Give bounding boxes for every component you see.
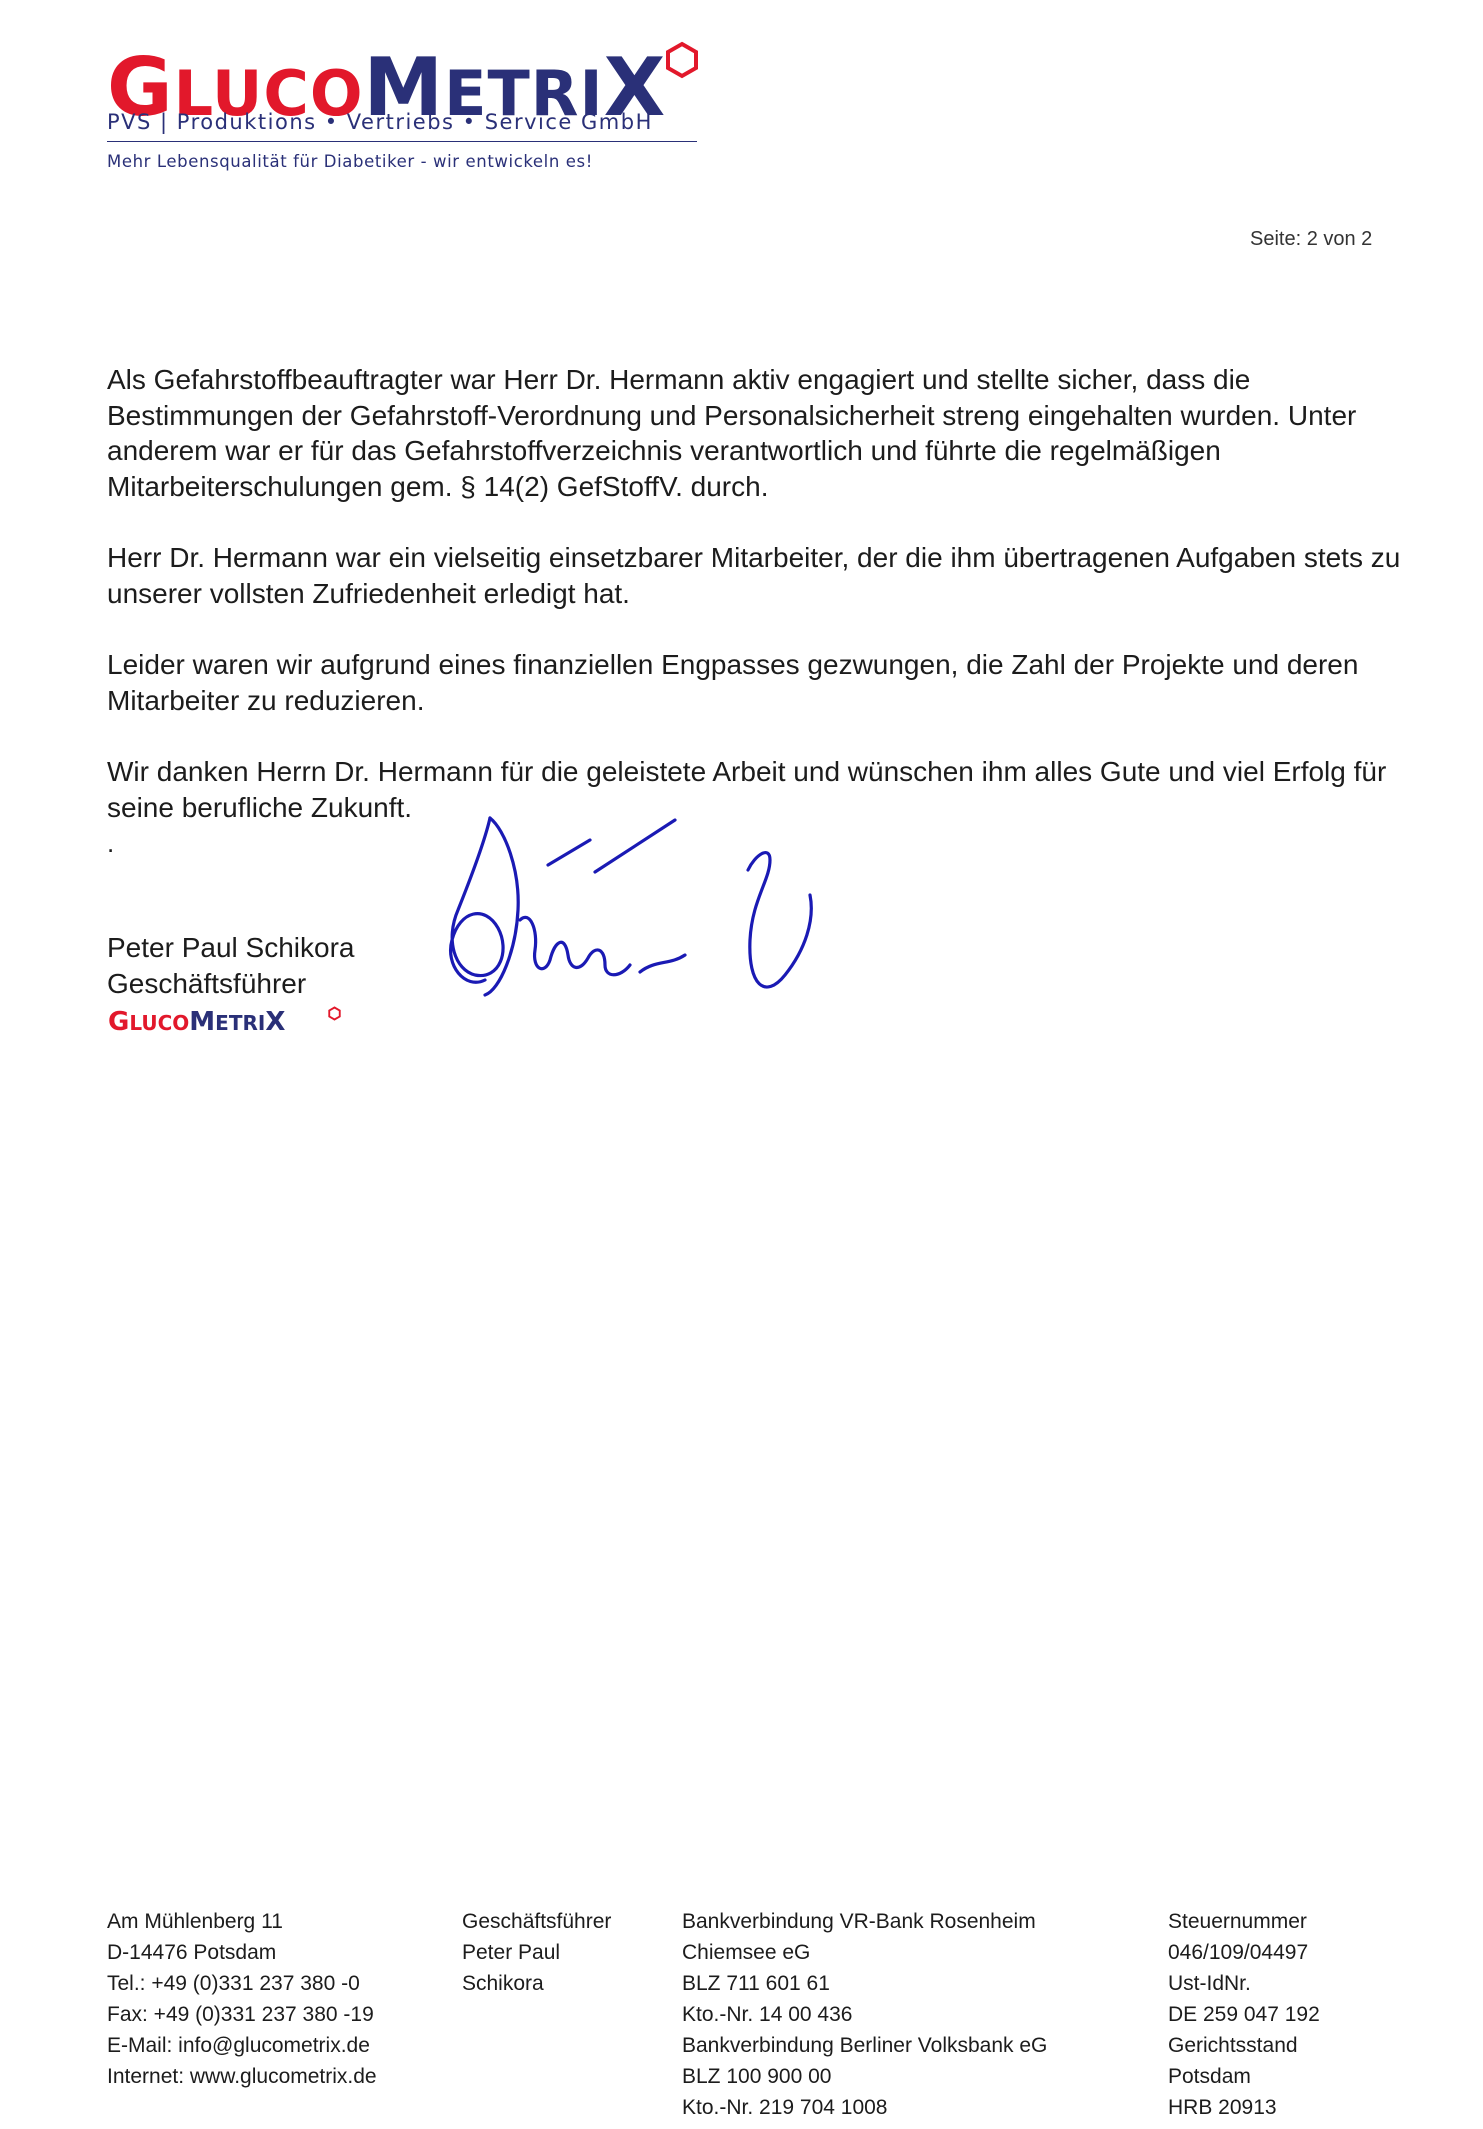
logo-m: M [189,1007,216,1037]
logo-luco: LUCO [129,1011,190,1035]
signatory-name: Peter Paul Schikora [107,932,355,963]
logo-m: M [363,41,445,134]
footer-line: Bankverbindung Berliner Volksbank eG [682,2034,1048,2057]
paragraph: Herr Dr. Hermann war ein vielseitig einsetzbarer Mitarbeiter, der die ihm übertragenen Aufgaben stets zu unserer vollsten Zufriedenheit erledigt hat. [107,542,1401,609]
signature-company-logo [108,1009,285,1035]
footer-line: Tel.: +49 (0)331 237 380 -0 [107,1972,360,1995]
footer-line: Chiemsee eG [682,1941,811,1964]
stray-dot: . [107,828,115,858]
letter-body [107,362,1407,861]
logo-hexagon-icon [662,40,702,80]
footer-line: Bankverbindung VR-Bank Rosenheim [682,1910,1036,1933]
footer-line: Fax: +49 (0)331 237 380 -19 [107,2003,374,2026]
footer-line: Ust-IdNr. [1168,1972,1251,1995]
logo-x: X [603,41,667,134]
logo-luco: LUCO [173,57,364,130]
paragraph: Leider waren wir aufgrund eines finanziellen Engpasses gezwungen, die Zahl der Projekte und deren Mitarbeiter zu reduzieren. [107,649,1359,716]
paragraph: Als Gefahrstoffbeauftragter war Herr Dr. Hermann aktiv engagiert und stellte sicher, dass die Bestimmungen der Gefahrstoff-Verordnung und Personalsicherheit streng eingehalten wurden. Unter anderem war er für das Gefahrstoffverzeichnis verantwortlich und führte die regelmäßigen Mitarbeiterschulungen gem. § 14(2) GefStoffV. durch. [107,364,1357,502]
footer-line: Gerichtsstand [1168,2034,1298,2057]
footer-line: E-Mail: info@glucometrix.de [107,2034,370,2057]
footer-line: D-14476 Potsdam [107,1941,277,1964]
paragraph: Wir danken Herrn Dr. Hermann für die geleistete Arbeit und wünschen ihm alles Gute und viel Erfolg für seine berufliche Zukunft. [107,756,1387,823]
signatory-block [107,930,354,1002]
logo-etri: ETRI [215,1011,266,1035]
footer-line: BLZ 100 900 00 [682,2065,832,2088]
signatory-title: Geschäftsführer [107,968,307,999]
logo-x: X [265,1007,286,1037]
footer-line: Kto.-Nr. 14 00 436 [682,2003,853,2026]
company-tagline: PVS | Produktions • Vertriebs • Service GmbH [107,110,697,142]
footer-line: Peter Paul [462,1941,561,1964]
footer-line: Geschäftsführer [462,1910,612,1933]
footer-bank [682,1906,1047,2123]
footer-line: Internet: www.glucometrix.de [107,2065,377,2088]
logo-g: G [107,41,174,134]
footer-line: 046/109/04497 [1168,1941,1309,1964]
footer-line: Schikora [462,1972,544,1995]
footer-line: Am Mühlenberg 11 [107,1910,283,1933]
logo-g: G [108,1007,130,1037]
footer-line: Potsdam [1168,2065,1251,2088]
footer-tax [1168,1906,1320,2123]
footer-line: Steuernummer [1168,1910,1307,1933]
page-number: Seite: 2 von 2 [1250,228,1373,250]
footer-line: HRB 20913 [1168,2096,1277,2119]
footer-address [107,1906,377,2092]
footer-management [462,1906,611,1999]
footer-line: BLZ 711 601 61 [682,1972,830,1995]
footer-line: DE 259 047 192 [1168,2003,1320,2026]
logo-hexagon-icon [327,1006,342,1021]
footer-line: Kto.-Nr. 219 704 1008 [682,2096,888,2119]
handwritten-signature [430,800,850,1030]
company-slogan: Mehr Lebensqualität für Diabetiker - wir entwickeln es! [107,152,593,171]
logo-etri: ETRI [444,57,604,130]
